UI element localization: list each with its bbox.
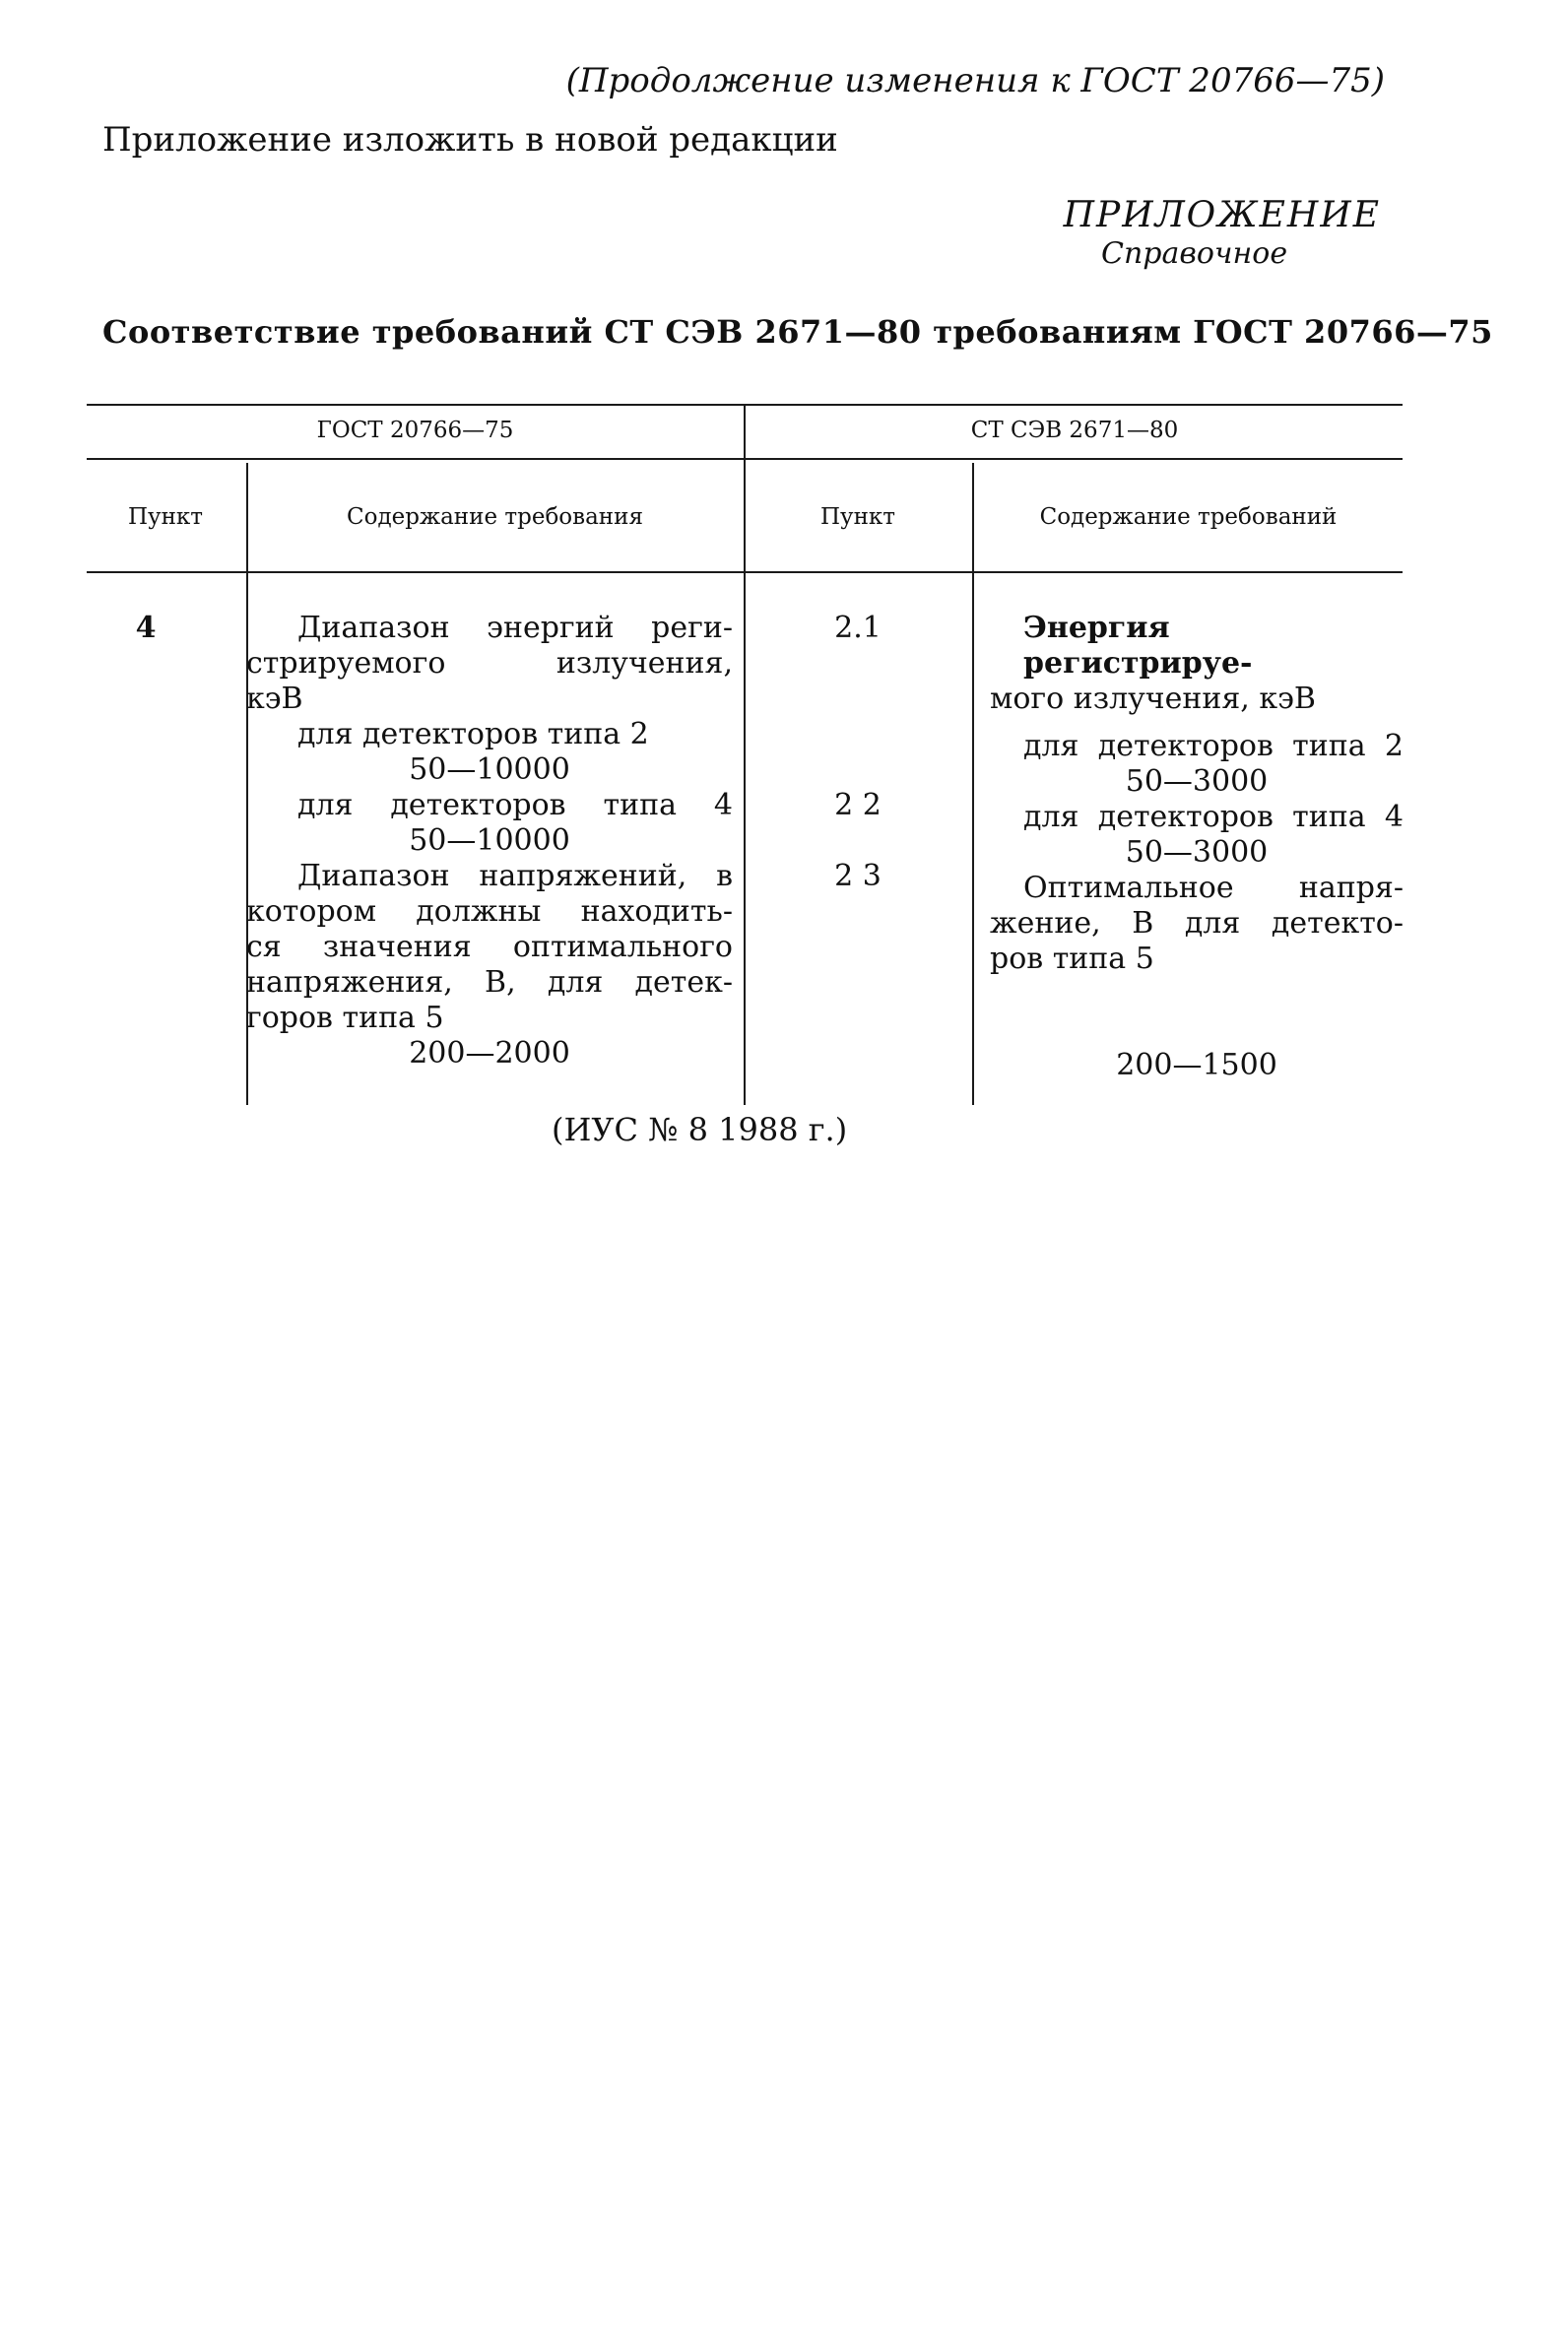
gost-line: стрируемого излучения, — [246, 646, 733, 681]
gost-line: 50—10000 — [409, 823, 570, 858]
sev-point: 2 2 — [834, 788, 882, 822]
gost-content — [246, 611, 733, 1072]
sev-line: мого излучения, кэВ — [990, 682, 1316, 716]
amendment-reference: (ИУС № 8 1988 г.) — [552, 1111, 848, 1148]
gost-point: 4 — [135, 611, 157, 645]
gost-line: 200—2000 — [409, 1036, 570, 1071]
table-title: Соответствие требований СТ СЭВ 2671—80 требованиям ГОСТ 20766—75 — [102, 313, 1493, 351]
col-header-content: Содержание требования — [347, 504, 643, 530]
continuation-note: (Продолжение изменения к ГОСТ 20766—75) — [565, 61, 1385, 100]
sev-line: 50—3000 — [1125, 835, 1269, 870]
instruction-text: Приложение изложить в новой редакции — [102, 120, 838, 160]
col-header-point: Пункт — [127, 504, 204, 530]
gost-line: Диапазон энергий реги- — [297, 611, 733, 645]
col-header-content-sev: Содержание требований — [1039, 504, 1338, 530]
gost-line: напряжения, В, для детек- — [246, 965, 733, 1000]
group-header-gost: ГОСТ 20766—75 — [316, 418, 514, 443]
sev-line: для детекторов типа 2 — [1023, 729, 1404, 763]
sev-point: 2 3 — [834, 859, 882, 893]
sev-point: 2.1 — [834, 611, 882, 645]
sev-line: 50—3000 — [1125, 764, 1269, 799]
gost-line: ся значения оптимального — [246, 930, 733, 964]
sev-line: 200—1500 — [1116, 1048, 1277, 1082]
appendix-title: ПРИЛОЖЕНИЕ — [1063, 195, 1381, 235]
sev-line: Оптимальное напря- — [1023, 871, 1404, 905]
appendix-subtitle: Справочное — [1101, 236, 1288, 271]
gost-line: 50—10000 — [409, 752, 570, 787]
right-column-divider — [972, 463, 974, 1105]
group-header-sev: СТ СЭВ 2671—80 — [970, 418, 1179, 443]
sev-content — [990, 611, 1404, 1083]
sev-line: жение, В для детекто- — [990, 906, 1404, 941]
gost-line: кэВ — [246, 682, 303, 716]
sev-line: ров типа 5 — [990, 942, 1154, 976]
sev-line: для детекторов типа 4 — [1023, 800, 1404, 834]
gost-line: Диапазон напряжений, в — [297, 859, 733, 893]
gost-line: для детекторов типа 2 — [297, 717, 649, 751]
gost-line: горов типа 5 — [246, 1001, 444, 1035]
gost-line: для детекторов типа 4 — [297, 788, 733, 822]
col-header-point-sev: Пункт — [819, 504, 896, 530]
gost-line: котором должны находить- — [246, 894, 733, 929]
sev-line: Энергия регистрируе- — [1023, 611, 1253, 681]
